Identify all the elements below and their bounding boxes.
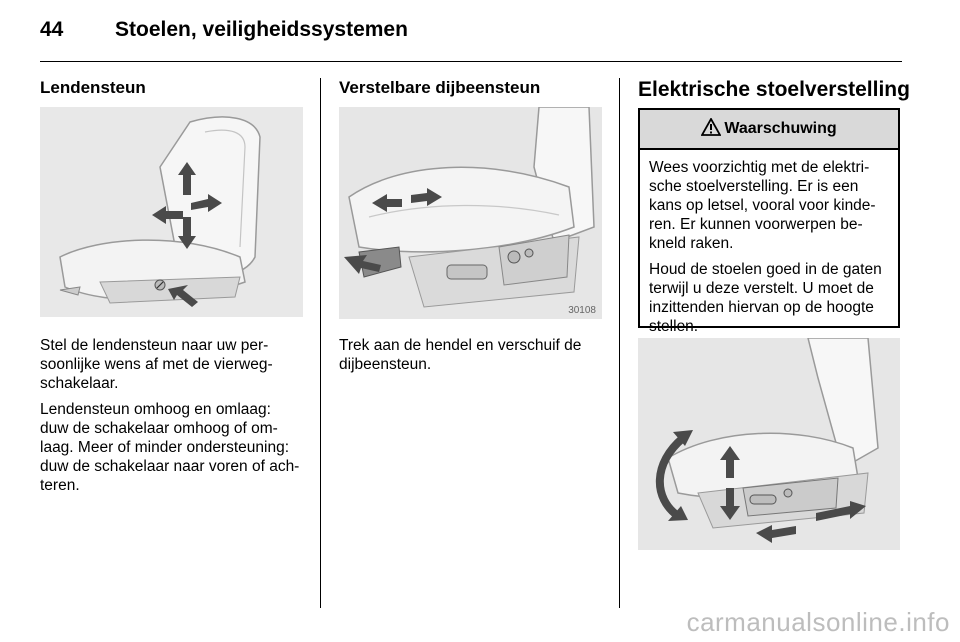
section-heading: Lendensteun: [40, 78, 146, 97]
section-lendensteun: [40, 78, 146, 98]
warning-header: [640, 110, 898, 150]
thigh-support-text: Trek aan de hendel en verschuif de dijbeensteun.: [339, 337, 582, 373]
thigh-support-illustration: [339, 107, 602, 319]
page-number: 44: [40, 18, 64, 41]
header-divider: [40, 61, 902, 62]
lumbar-instructions-text: Lendensteun omhoog en omlaag: duw de schakelaar omhoog of om- laag. Meer of minder ondersteuning: duw de schakelaar naar voren of ach- teren.: [40, 401, 300, 494]
figure-code: 30108: [568, 305, 596, 316]
watermark: carmanualsonline.info: [686, 607, 950, 637]
section-elektrische-stoelverstelling: [638, 78, 910, 102]
warning-box: [638, 108, 900, 335]
column-divider-2: [619, 78, 620, 608]
lumbar-support-illustration: [40, 107, 303, 317]
warning-triangle-icon: [701, 118, 721, 141]
page-header: [40, 18, 902, 48]
warning-title: Waarschuwing: [724, 120, 837, 137]
warning-paragraph-1: Wees voorzichtig met de elektri- sche stoelverstelling. Er is een kans op letsel, vooral voor kinde- ren. Er kunnen voorwerpen be- kneld raken.: [649, 159, 876, 252]
power-seat-illustration: [638, 338, 900, 550]
section-heading: Elektrische stoelverstelling: [638, 78, 910, 101]
section-heading: Verstelbare dijbeensteun: [339, 78, 541, 97]
warning-paragraph-2: Houd de stoelen goed in de gaten terwijl u deze verstelt. U moet de inzittenden hiervan op de hoogte stellen.: [649, 261, 882, 335]
page-title: Stoelen, veiligheidssystemen: [115, 18, 408, 41]
column-divider-1: [320, 78, 321, 608]
lumbar-intro-text: Stel de lendensteun naar uw per- soonlijke wens af met de vierweg- schakelaar.: [40, 337, 273, 392]
section-dijbeensteun: [339, 78, 540, 98]
